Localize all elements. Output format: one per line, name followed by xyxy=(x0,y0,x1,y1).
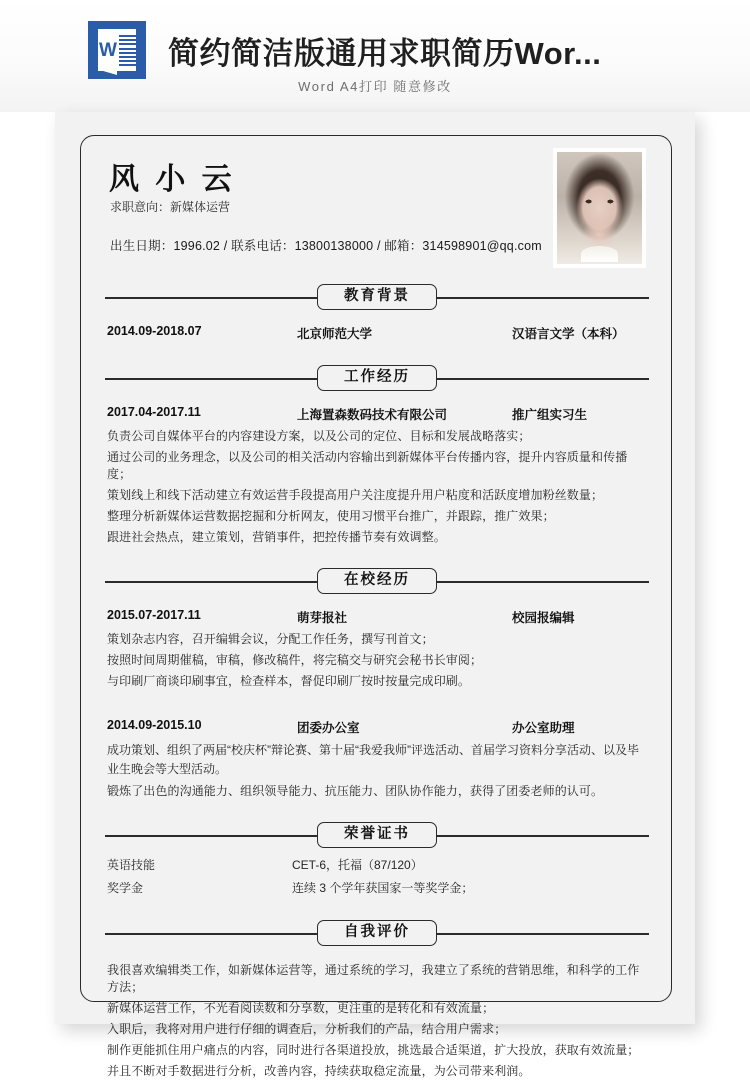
table-row xyxy=(105,600,649,629)
table-row xyxy=(105,877,649,900)
list-item: 负责公司自媒体平台的内容建设方案，以及公司的定位、目标和发展战略落实； xyxy=(107,429,531,443)
word-document-icon xyxy=(88,21,146,79)
honor-value: 连续 3 个学年获国家一等奖学金； xyxy=(292,881,474,895)
list-item: 我很喜欢编辑类工作，如新媒体运营等，通过系统的学习，我建立了系统的营销思维，和科学的工作方法； xyxy=(107,963,640,994)
banner-title-row xyxy=(88,21,601,79)
portrait-photo xyxy=(557,152,642,264)
section-header-work xyxy=(105,363,649,393)
entry-period: 2014.09-2015.10 xyxy=(107,718,202,732)
section-title-honors: 荣誉证书 xyxy=(317,822,437,848)
list-item: 按照时间周期催稿，审稿，修改稿件，将完稿交与研究会秘书长审阅； xyxy=(107,653,483,667)
honors-block xyxy=(105,850,649,900)
list-item: 策划杂志内容，召开编辑会议，分配工作任务，撰写刊首文； xyxy=(107,632,434,646)
list-item: 通过公司的业务理念，以及公司的相关活动内容输出到新媒体平台传播内容，提升内容质量和传播度； xyxy=(107,450,628,481)
icon-letter-w: W xyxy=(99,40,117,61)
preview-banner xyxy=(0,0,750,112)
entry-role: 办公室助理 xyxy=(512,721,575,735)
list-item: 锻炼了出色的沟通能力、组织领导能力、抗压能力、团队协作能力，获得了团委老师的认可。 xyxy=(107,784,604,798)
section-header-education xyxy=(105,282,649,312)
list-item: 制作更能抓住用户痛点的内容，同时进行各渠道投放，挑选最合适渠道，扩大投放，获取有效流量； xyxy=(107,1043,640,1057)
section-header-honors xyxy=(105,820,649,850)
table-row xyxy=(105,854,649,877)
entry-org: 上海置森数码技术有限公司 xyxy=(297,408,448,422)
list-item: 与印刷厂商谈印刷事宜，检查样本，督促印刷厂按时按量完成印刷。 xyxy=(107,674,471,688)
section-header-evaluation xyxy=(105,918,649,948)
page-title: 简约简洁版通用求职简历Wor... xyxy=(168,35,602,71)
section-title-campus: 在校经历 xyxy=(317,568,437,594)
honor-value: CET-6，托福（87/120） xyxy=(292,858,423,872)
entry-role: 推广组实习生 xyxy=(512,408,588,422)
table-row xyxy=(105,710,649,739)
entry-role: 校园报编辑 xyxy=(512,611,575,625)
applicant-name: 风 小 云 xyxy=(109,163,236,196)
table-row xyxy=(105,397,649,426)
basic-info: 出生日期：1996.02 / 联系电话：13800138000 / 邮箱：314598901@qq.com xyxy=(110,239,542,253)
section-header-campus xyxy=(105,566,649,596)
entry-org: 北京师范大学 xyxy=(297,327,373,341)
education-block xyxy=(105,312,649,345)
work-block xyxy=(105,393,649,548)
banner-subtitle: Word A4打印 随意修改 xyxy=(298,79,452,94)
campus-block-1 xyxy=(105,596,649,692)
honor-key: 英语技能 xyxy=(107,858,156,872)
campus-block-2 xyxy=(105,706,649,802)
entry-role: 汉语言文学（本科） xyxy=(512,327,625,341)
entry-org: 萌芽报社 xyxy=(297,611,348,625)
list-item: 入职后，我将对用户进行仔细的调查后，分析我们的产品，结合用户需求； xyxy=(107,1022,507,1036)
list-item: 成功策划、组织了两届“校庆杯”辩论赛、第十届“我爱我师”评选活动、首届学习资料分享活动、以及毕业生晚会等大型活动。 xyxy=(107,743,639,776)
avatar xyxy=(553,148,646,268)
honor-key: 奖学金 xyxy=(107,881,144,895)
entry-period: 2015.07-2017.11 xyxy=(107,608,201,622)
section-title-work: 工作经历 xyxy=(317,365,437,391)
list-item: 并且不断对手数据进行分析，改善内容，持续获取稳定流量，为公司带来利润。 xyxy=(107,1064,531,1078)
job-intent: 求职意向：新媒体运营 xyxy=(110,200,231,214)
list-item: 策划线上和线下活动建立有效运营手段提高用户关注度提升用户粘度和活跃度增加粉丝数量； xyxy=(107,488,604,502)
list-item: 新媒体运营工作，不光看阅读数和分享数，更注重的是转化和有效流量； xyxy=(107,1001,495,1015)
entry-org: 团委办公室 xyxy=(297,721,360,735)
entry-period: 2014.09-2018.07 xyxy=(107,324,202,338)
section-title-evaluation: 自我评价 xyxy=(317,920,437,946)
table-row xyxy=(105,316,649,345)
entry-period: 2017.04-2017.11 xyxy=(107,405,201,419)
icon-text-lines xyxy=(119,35,136,67)
resume-paper xyxy=(55,112,695,1078)
section-title-education: 教育背景 xyxy=(317,284,437,310)
evaluation-block xyxy=(105,948,649,1082)
list-item: 整理分析新媒体运营数据挖掘和分析网友，使用习惯平台推广，并跟踪，推广效果； xyxy=(107,509,555,523)
resume-inner-frame xyxy=(80,135,672,1078)
list-item: 跟进社会热点，建立策划，营销事件，把控传播节奏有效调整。 xyxy=(107,530,446,544)
resume-content xyxy=(81,136,673,1082)
resume-header xyxy=(105,136,649,282)
